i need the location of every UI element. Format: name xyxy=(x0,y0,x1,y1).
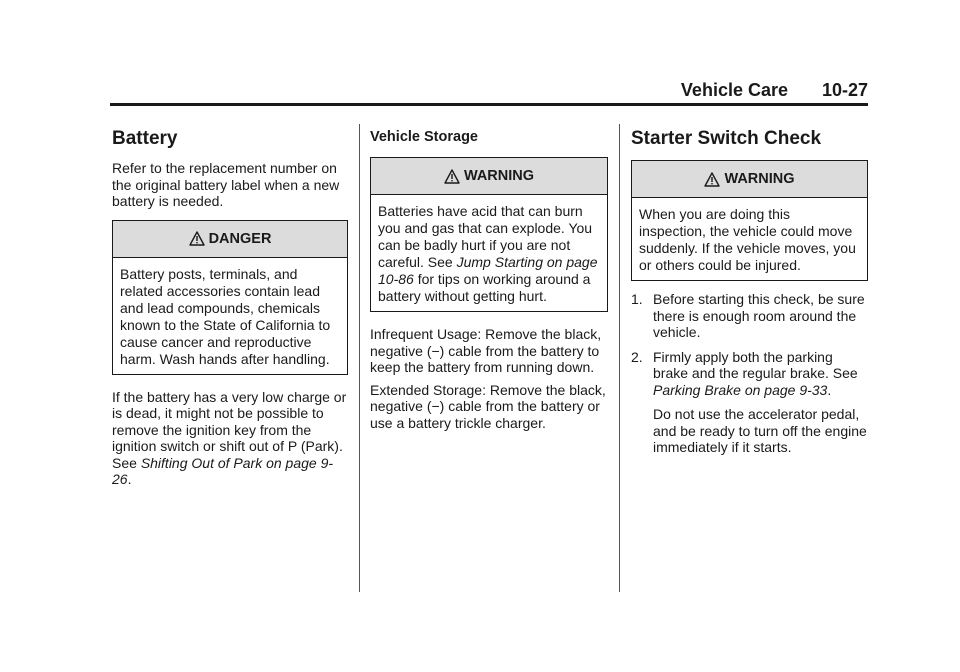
column-starter-switch-check xyxy=(631,124,868,456)
list-item: 1. Before starting this check, be sure there is enough room around the vehicle. xyxy=(631,291,865,340)
parking-brake-link[interactable]: Parking Brake on page 9-33 xyxy=(653,381,828,398)
infrequent-usage-paragraph: Infrequent Usage: Remove the black, negative (−) cable from the battery to keep the battery from running down. xyxy=(370,326,602,375)
jump-starting-link[interactable]: Jump Starting on page 10-86 xyxy=(378,254,598,287)
warning-triangle-icon xyxy=(189,231,205,246)
step-2-note: Do not use the accelerator pedal, and be ready to turn off the engine immediately if it starts. xyxy=(653,406,867,455)
extended-storage-paragraph: Extended Storage: Remove the black, negative (−) cable from the battery or use a battery trickle charger. xyxy=(370,381,606,431)
warning-header xyxy=(371,158,607,195)
danger-box xyxy=(112,220,348,375)
list-item: 2. Firmly apply both the parking brake and the regular brake. See Parking Brake on page 9-33. xyxy=(631,348,858,398)
warning-label: WARNING xyxy=(463,168,535,184)
battery-low-charge-paragraph: If the battery has a very low charge or is dead, it might not be possible to remove the ignition key from the ignition switch or shift out of P (Park). See Shifting Out of Park on page 9-26. xyxy=(112,388,347,487)
battery-intro: Refer to the replacement number on the original battery label when a new battery is needed. xyxy=(112,160,340,209)
warning-text: When you are doing this inspection, the vehicle could move suddenly. If the vehicle moves, you or others could be injured. xyxy=(639,206,856,273)
column-battery xyxy=(112,124,348,494)
danger-header xyxy=(113,221,347,258)
vehicle-storage-heading: Vehicle Storage xyxy=(370,129,478,145)
warning-triangle-icon xyxy=(704,172,720,187)
warning-triangle-icon xyxy=(444,169,460,184)
danger-text: Battery posts, terminals, and related accessories contain lead and lead compounds, chemicals known to the State of California to cause cancer and reproductive harm. Wash hands after handling. xyxy=(120,265,331,367)
column-vehicle-storage xyxy=(370,124,608,437)
warning-text: Batteries have acid that can burn you and gas that can explode. You can be badly hurt if you are not careful. See Jump Starting on page 10-86 for tips on working around a battery without getting hurt. xyxy=(378,203,598,304)
battery-heading: Battery xyxy=(112,128,178,149)
steps-list xyxy=(631,291,868,398)
header-rule xyxy=(110,103,868,106)
starter-switch-check-heading: Starter Switch Check xyxy=(631,128,822,149)
column-divider xyxy=(359,124,360,592)
shifting-out-of-park-link[interactable]: Shifting Out of Park on page 9-26 xyxy=(112,454,334,487)
warning-header xyxy=(632,161,867,198)
page-number: 10-27 xyxy=(821,80,868,100)
column-divider xyxy=(619,124,620,592)
section-title: Vehicle Care xyxy=(680,80,788,100)
warning-label: WARNING xyxy=(724,171,795,187)
warning-box xyxy=(631,160,868,281)
warning-box xyxy=(370,157,608,312)
danger-label: DANGER xyxy=(208,230,272,247)
